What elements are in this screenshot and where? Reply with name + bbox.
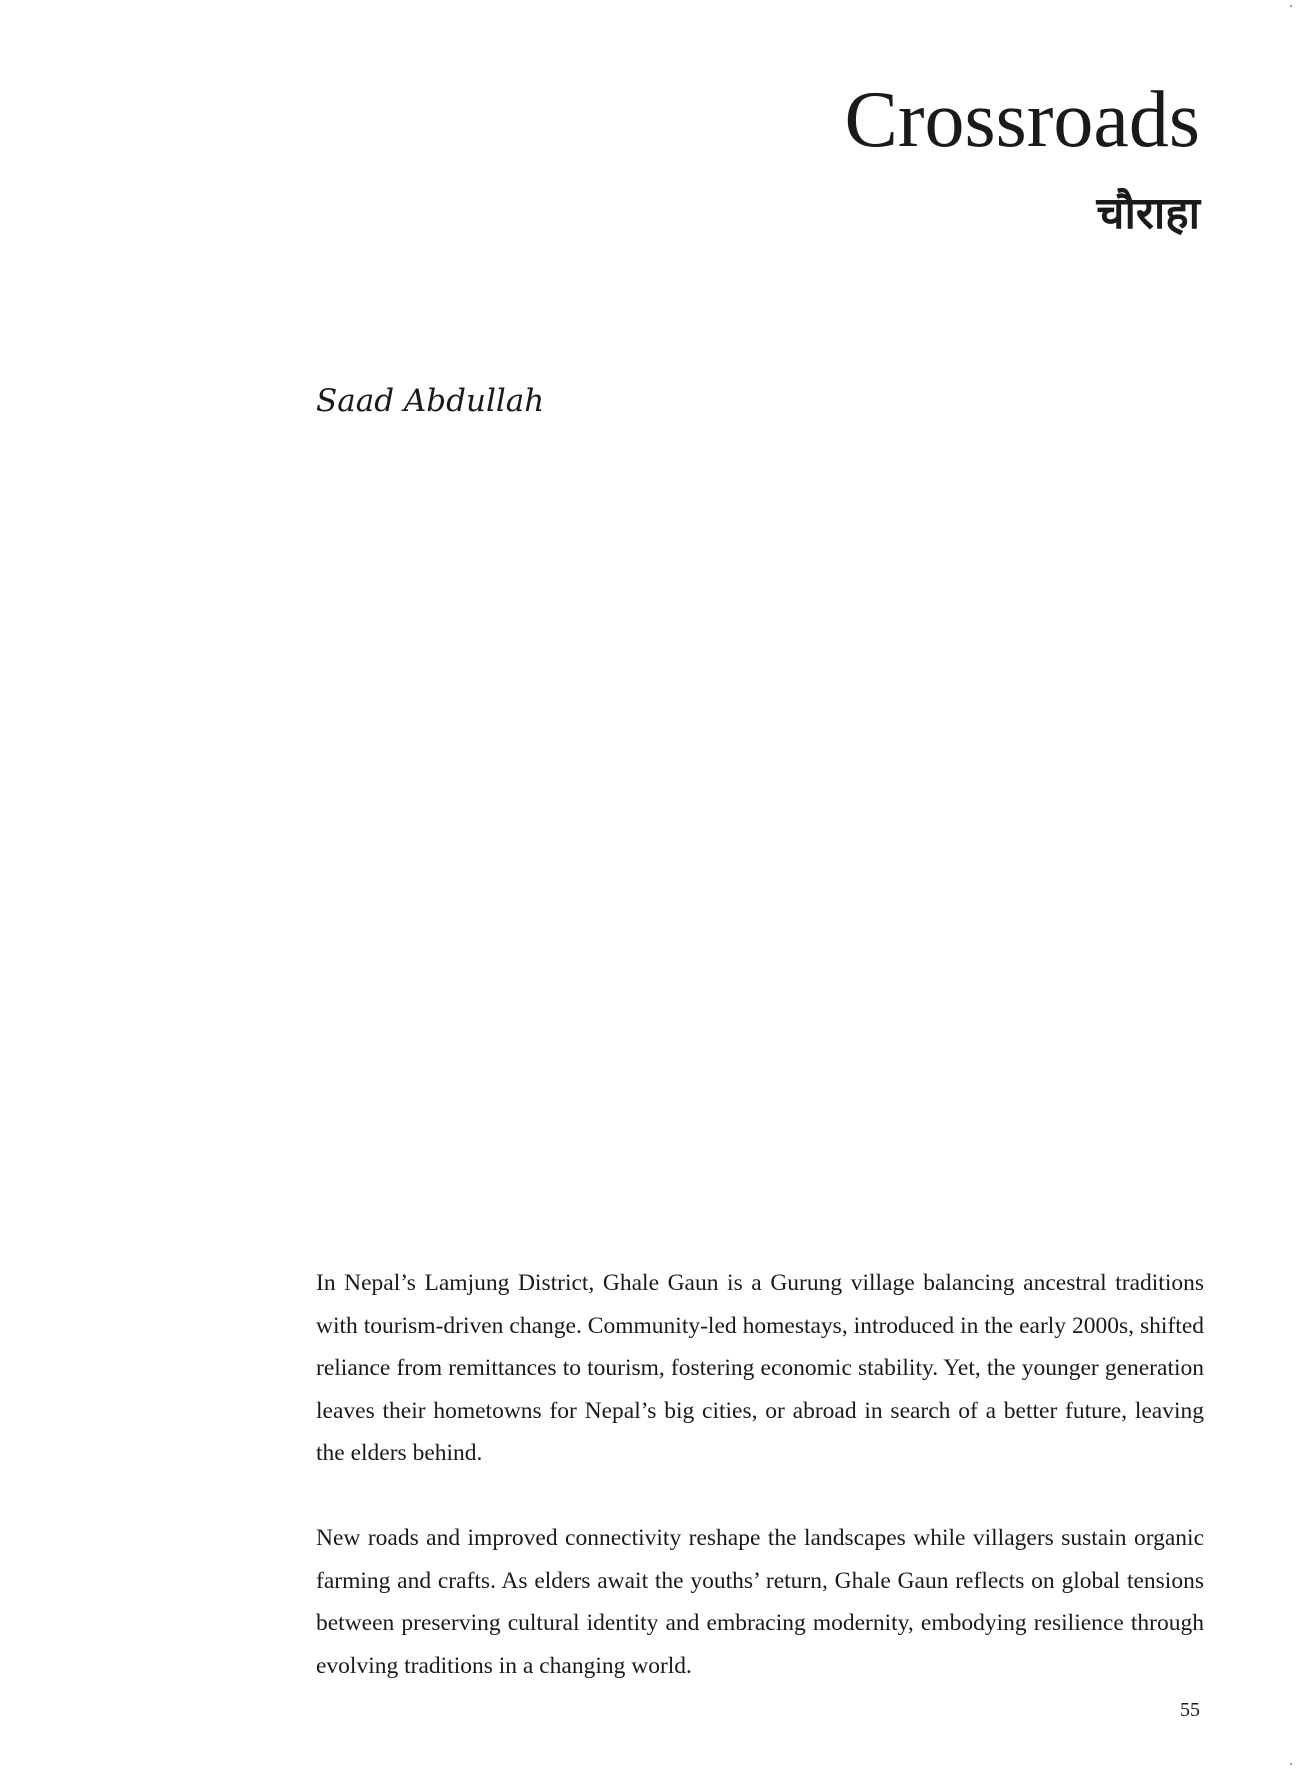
corner-mark-bottom-right	[1290, 1763, 1292, 1765]
page-title: Crossroads	[844, 76, 1200, 164]
page-subtitle: चौराहा	[1096, 188, 1200, 239]
paragraph-1: In Nepal’s Lamjung District, Ghale Gaun is a Gurung village balancing ancestral traditions with tourism-driven change. Community-led homestays, introduced in the early 2000s, shifted reliance from remittances to tourism, fostering economic stability. Yet, the younger generation leaves their hometowns for Nepal’s big cities, or abroad in search of a better future, leaving the elders behind.	[316, 1270, 1204, 1466]
paragraph-2: New roads and improved connectivity reshape the landscapes while villagers sustain organic farming and crafts. As elders await the youths’ return, Ghale Gaun reflects on global tensions between preserving cultural identity and embracing modernity, embodying resilience through evolving traditions in a changing world.	[316, 1525, 1204, 1679]
corner-mark-top-right	[1290, 5, 1292, 7]
author-name: Saad Abdullah	[316, 383, 545, 419]
page-number: 55	[1180, 1699, 1200, 1721]
body-text	[316, 1262, 1204, 1687]
